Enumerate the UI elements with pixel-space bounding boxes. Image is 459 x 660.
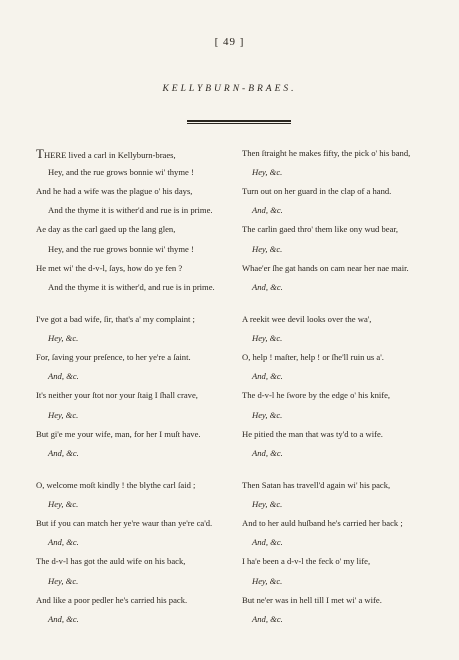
verse-text: And, &c.	[252, 447, 283, 458]
verse-text: O, welcome moſt kindly ! the blythe carl ſaid ;	[36, 480, 196, 490]
verse-text: Ae day as the carl gaed up the lang glen,	[36, 224, 176, 235]
verse-text: Hey, &c.	[252, 409, 283, 420]
verse-text: Hey, &c.	[252, 575, 283, 586]
verse-text: For, ſaving your preſence, to her ye're a ſaint.	[36, 352, 191, 363]
right-column-line	[242, 595, 382, 606]
verse-text: And, &c.	[48, 371, 79, 382]
verse-text: Hey, &c.	[48, 499, 79, 510]
right-column-line	[252, 499, 282, 510]
verse-text: Whae'er ſhe gat hands on cam near her nae mair.	[242, 262, 409, 273]
verse-text: And the thyme it is wither'd and rue is in prime.	[48, 205, 213, 216]
right-column-line	[242, 390, 390, 401]
verse-text: But if you can match her ye're waur than ye're ca'd.	[36, 518, 213, 529]
verse-text: Hey, &c.	[48, 409, 79, 420]
right-column-line	[252, 371, 283, 382]
right-column-line	[242, 314, 371, 325]
verse-text: And like a poor pedler he's carried his pack.	[36, 594, 188, 605]
verse-text: Then ſtraight he makes fifty, the pick o' his band,	[242, 148, 411, 158]
verse-text: HERE lived a carl in Kellyburn-braes,	[43, 150, 176, 160]
verse-text: A reekit wee devil looks over the wa',	[242, 314, 372, 324]
verse-text: Hey, &c.	[48, 333, 79, 344]
right-column-line	[252, 410, 282, 421]
right-column-line	[252, 282, 283, 293]
right-column-line	[252, 333, 282, 344]
verse-text: And, &c.	[252, 281, 283, 292]
verse-text: I ha'e been a d-v-l the feck o' my life,	[242, 556, 371, 567]
verse-text: Hey, &c.	[252, 167, 283, 178]
verse-text: And, &c.	[48, 537, 79, 548]
verse-text: The carlin gaed thro' them like ony wud bear,	[242, 224, 399, 235]
page-number: [ 49 ]	[214, 36, 245, 48]
verse-text: And he had a wife was the plague o' his days,	[36, 186, 193, 197]
right-column-line	[242, 556, 370, 567]
drop-cap: T	[36, 146, 44, 161]
right-column-line	[252, 576, 282, 587]
verse-text: But gi'e me your wife, man, for her I muſt have.	[36, 428, 201, 439]
right-column-line	[252, 614, 283, 625]
right-column-line	[252, 244, 282, 255]
verse-text: He met wi' the d-v-l, ſays, how do ye fen ?	[36, 262, 183, 273]
verse-text: Hey, &c.	[252, 243, 283, 254]
verse-text: Then Satan has travell'd again wi' his pack,	[242, 480, 391, 490]
right-column-line	[252, 167, 282, 178]
verse-text: And, &c.	[252, 205, 283, 216]
verse-text: And, &c.	[48, 447, 79, 458]
verse-text: It's neither your ſtot nor your ſtaig I ſhall crave,	[36, 390, 198, 401]
right-column-line	[242, 352, 384, 363]
right-column-line	[242, 186, 391, 197]
right-column-line	[242, 480, 390, 491]
verse-text: Hey, &c.	[252, 333, 283, 344]
verse-text: But ne'er was in hell till I met wi' a wife.	[242, 594, 382, 605]
verse-text: Hey, &c.	[48, 575, 79, 586]
right-column-line	[252, 205, 283, 216]
poem-title: KELLYBURN-BRAES.	[162, 84, 297, 94]
verse-text: O, help ! maſter, help ! or ſhe'll ruin us a'.	[242, 352, 384, 363]
right-column-line	[252, 537, 283, 548]
right-column-line	[242, 429, 383, 440]
right-column-line	[242, 263, 409, 274]
verse-text: The d-v-l he ſwore by the edge o' his knife,	[242, 390, 391, 401]
verse-text: Hey, and the rue grows bonnie wi' thyme !	[48, 167, 194, 178]
verse-text: Hey, and the rue grows bonnie wi' thyme !	[48, 243, 194, 254]
verse-text: And to her auld huſband he's carried her back ;	[242, 518, 403, 529]
right-column-line	[242, 148, 410, 159]
right-column-line	[242, 518, 403, 529]
right-column-line	[242, 224, 398, 235]
right-column-line	[252, 448, 283, 459]
verse-text: And, &c.	[252, 537, 283, 548]
verse-text: I've got a bad wife, ſir, that's a' my complaint ;	[36, 314, 195, 324]
verse-text: Hey, &c.	[252, 499, 283, 510]
verse-text: And, &c.	[252, 613, 283, 624]
verse-text: And, &c.	[252, 371, 283, 382]
verse-text: Turn out on her guard in the clap of a hand.	[242, 186, 392, 197]
verse-text: He pitied the man that was ty'd to a wife.	[242, 428, 383, 439]
verse-text: And the thyme it is wither'd, and rue is in prime.	[48, 281, 215, 292]
verse-text: The d-v-l has got the auld wife on his back,	[36, 556, 186, 567]
verse-text: And, &c.	[48, 613, 79, 624]
